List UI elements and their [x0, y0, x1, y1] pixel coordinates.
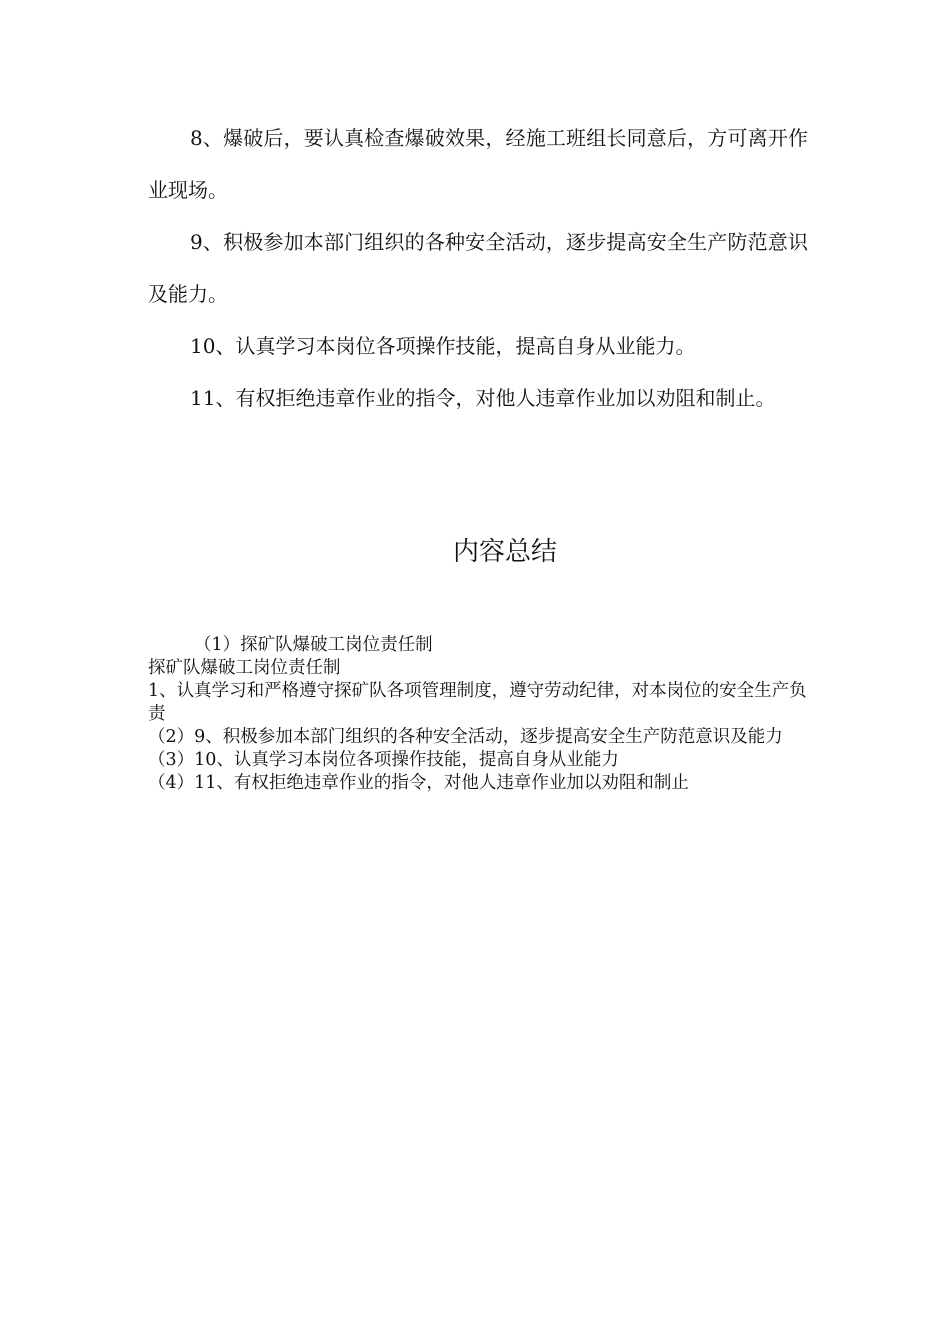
paragraph-9: 9、积极参加本部门组织的各种安全活动，逐步提高安全生产防范意识及能力。 [148, 230, 808, 306]
summary-line-4: （2）9、积极参加本部门组织的各种安全活动，逐步提高安全生产防范意识及能力 [148, 727, 783, 747]
summary-line-5: （3）10、认真学习本岗位各项操作技能，提高自身从业能力 [148, 750, 619, 770]
paragraph-8: 8、爆破后，要认真检查爆破效果，经施工班组长同意后，方可离开作业现场。 [148, 126, 808, 202]
paragraph-11: 11、有权拒绝违章作业的指令，对他人违章作业加以劝阻和制止。 [190, 386, 776, 410]
paragraph-10: 10、认真学习本岗位各项操作技能，提高自身从业能力。 [190, 334, 696, 358]
summary-line-1: （1）探矿队爆破工岗位责任制 [194, 635, 433, 655]
summary-line-3: 1、认真学习和严格遵守探矿队各项管理制度，遵守劳动纪律，对本岗位的安全生产负责 [148, 681, 807, 724]
summary-line-2: 探矿队爆破工岗位责任制 [148, 658, 341, 678]
body-text [148, 112, 808, 424]
summary-title: 内容总结 [452, 537, 557, 567]
summary-section [148, 634, 808, 795]
summary-line-6: （4）11、有权拒绝违章作业的指令，对他人违章作业加以劝阻和制止 [148, 773, 689, 793]
